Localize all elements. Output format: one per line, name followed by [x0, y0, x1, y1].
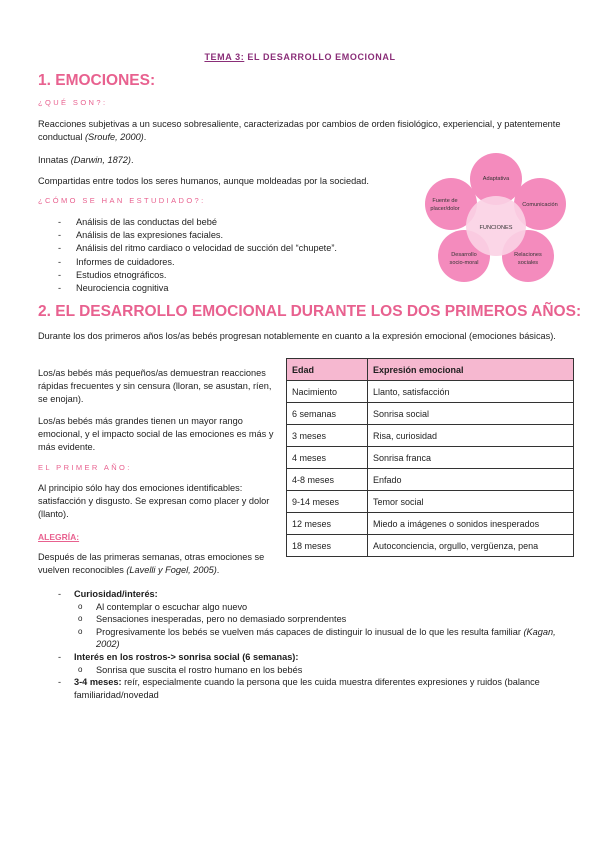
list-item: - Análisis de las expresiones faciales. — [58, 229, 418, 242]
list-item: o Progresivamente los bebés se vuelven más capaces de distinguir lo inusual de lo que les resulta familiar (Kagan, 2002) — [78, 626, 568, 651]
label-relaciones-1: Relaciones — [514, 252, 542, 258]
label-placer-1: Fuente de — [432, 198, 458, 204]
methods-list — [58, 216, 418, 295]
section2-heading: 2. EL DESARROLLO EMOCIONAL DURANTE LOS DOS PRIMEROS AÑOS: — [38, 303, 582, 320]
como-subheading: ¿CÓMO SE HAN ESTUDIADO?: — [38, 196, 206, 205]
bigger-babies-paragraph: Los/as bebés más grandes tienen un mayor rango emocional, y el impacto social de las emociones es más y más evidente. — [38, 416, 274, 452]
sroufe-citation: (Sroufe, 2000) — [85, 132, 144, 142]
table-row: 4-8 meses Enfado — [287, 469, 574, 491]
table-row: 4 meses Sonrisa franca — [287, 447, 574, 469]
header-expresion: Expresión emocional — [368, 359, 574, 381]
interes-label: Interés en los rostros-> sonrisa social (6 semanas): — [74, 651, 299, 662]
definition-paragraph: Reacciones subjetivas a un suceso sobresaliente, caracterizadas por cambios de orden fisiológico, experiencial, y patentemente conductual (Sroufe, 2000). — [38, 119, 561, 142]
list-item: - Neurociencia cognitiva — [58, 282, 418, 295]
header-edad: Edad — [287, 359, 368, 381]
list-item — [58, 588, 568, 601]
table-row: 9-14 meses Temor social — [287, 491, 574, 513]
page-title — [0, 52, 600, 62]
list-item: - Informes de cuidadores. — [58, 256, 418, 269]
primer-ano-subheading: EL PRIMER AÑO: — [38, 463, 132, 472]
functions-diagram — [415, 150, 575, 292]
label-placer-2: placer/dolor — [430, 206, 460, 212]
darwin-citation: (Darwin, 1872) — [70, 155, 131, 165]
list-item — [58, 651, 568, 664]
small-babies-paragraph: Los/as bebés más pequeños/as demuestran reacciones rápidas frecuentes y sin censura (lloran, se asustan, ríen, se enojan). — [38, 368, 272, 404]
list-item: - 3-4 meses: reír, especialmente cuando la persona que les cuida muestra diferentes expresiones y ruidos (balance familiaridad/novedad — [58, 676, 568, 701]
table-row: 18 meses Autoconciencia, orgullo, vergüenza, pena — [287, 535, 574, 557]
meses-label: 3-4 meses: — [74, 677, 125, 688]
label-funciones: FUNCIONES — [479, 225, 513, 231]
alegria-details-list — [58, 588, 568, 701]
list-item: o Sensaciones inesperadas, pero no demasiado sorprendentes — [78, 613, 568, 626]
emotions-table — [286, 358, 574, 557]
shared-paragraph: Compartidas entre todos los seres humanos, aunque moldeadas por la sociedad. — [38, 176, 369, 186]
label-adaptativa: Adaptativa — [482, 176, 510, 182]
table-row: Nacimiento Llanto, satisfacción — [287, 381, 574, 403]
label-sociomoral-2: socio-moral — [449, 260, 479, 266]
lavelli-citation: (Lavelli y Fogel, 2005) — [126, 565, 217, 575]
alegria-heading: ALEGRÍA: — [38, 532, 80, 542]
label-comunicacion: Comunicación — [522, 202, 558, 208]
list-item: - Estudios etnográficos. — [58, 269, 418, 282]
title-prefix: TEMA 3: — [204, 52, 245, 62]
title-rest: EL DESARROLLO EMOCIONAL — [244, 52, 396, 62]
list-item: - Análisis del ritmo cardiaco o velocidad de succión del “chupete”. — [58, 242, 418, 255]
list-item: o Sonrisa que suscita el rostro humano en los bebés — [78, 664, 568, 677]
section1-heading: 1. EMOCIONES: — [38, 72, 156, 89]
que-son-subheading: ¿QUÉ SON?: — [38, 98, 108, 107]
section2-intro: Durante los dos primeros años los/as bebés progresan notablemente en cuanto a la expresión emocional (emociones básicas). — [38, 331, 556, 341]
list-item: - Análisis de las conductas del bebé — [58, 216, 418, 229]
list-item: o Al contemplar o escuchar algo nuevo — [78, 601, 568, 614]
primer-ano-paragraph: Al principio sólo hay dos emociones identificables: satisfacción y disgusto. Se expresan como placer y dolor (llanto). — [38, 483, 270, 519]
table-header-row — [287, 359, 574, 381]
table-row: 6 semanas Sonrisa social — [287, 403, 574, 425]
label-sociomoral-1: Desarrollo — [451, 252, 477, 258]
table-row: 12 meses Miedo a imágenes o sonidos inesperados — [287, 513, 574, 535]
table-row: 3 meses Risa, curiosidad — [287, 425, 574, 447]
kagan-citation: (Kagan, 2002) — [96, 626, 556, 650]
label-relaciones-2: sociales — [517, 260, 539, 266]
curiosidad-label: Curiosidad/interés: — [74, 589, 158, 599]
innatas-paragraph: Innatas (Darwin, 1872). — [38, 155, 134, 165]
alegria-paragraph: Después de las primeras semanas, otras emociones se vuelven reconocibles (Lavelli y Fogel, 2005). — [38, 552, 265, 575]
